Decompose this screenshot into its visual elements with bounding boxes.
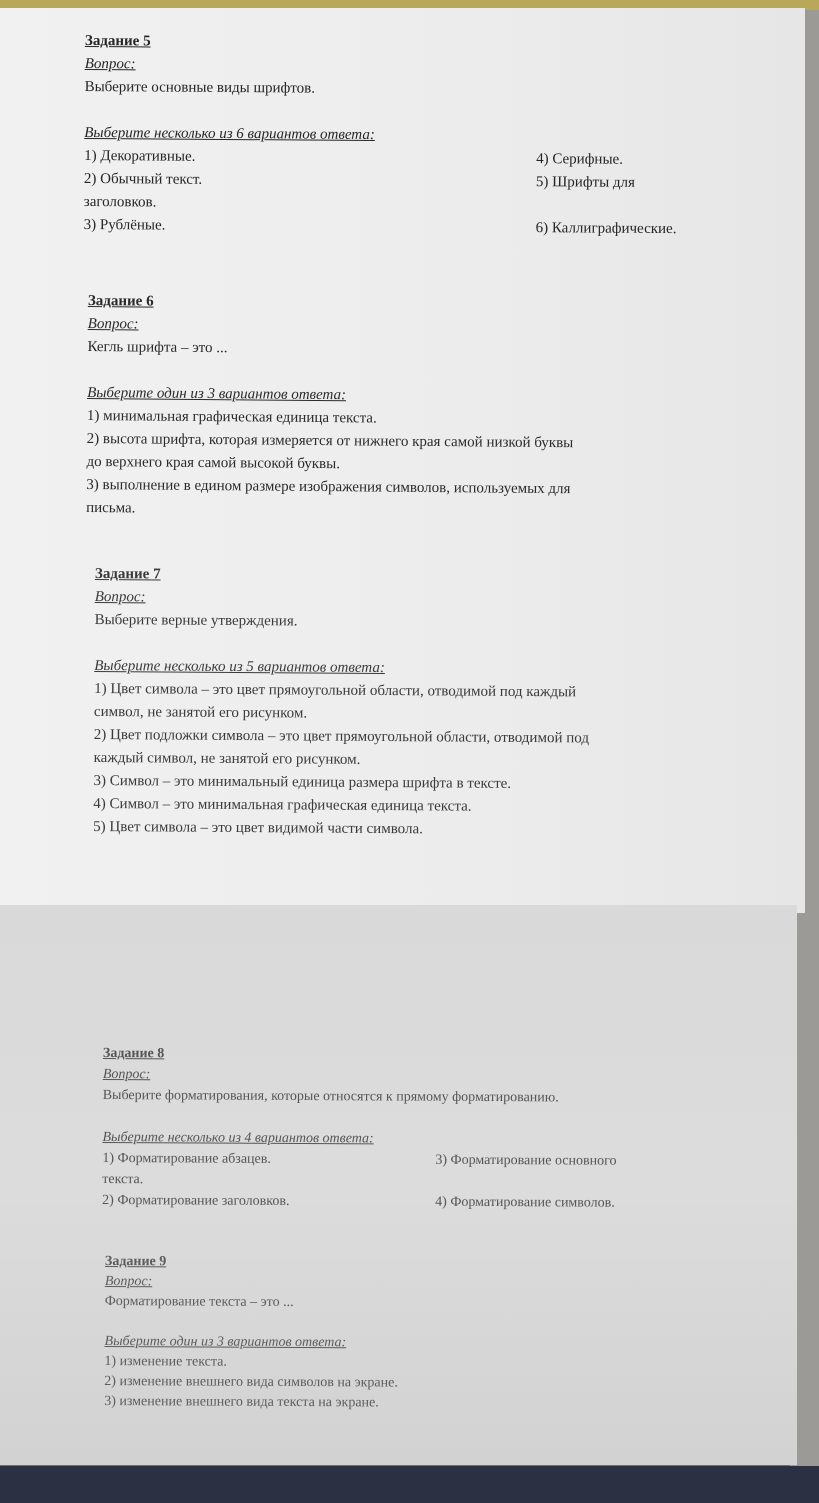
question-text: Выберите верные утверждения. [94, 611, 298, 630]
option[interactable]: 4) Форматирование символов. [435, 1194, 615, 1211]
option[interactable]: 1) Цвет символа – это цвет прямоугольной области, отводимой под каждый [94, 680, 577, 701]
question-text: Выберите форматирования, которые относятся к прямому форматированию. [102, 1087, 559, 1106]
task-title: Задание 5 [84, 32, 151, 50]
option-continuation: письма. [86, 499, 136, 517]
answer-instruction: Выберите один из 3 вариантов ответа: [104, 1333, 347, 1351]
question-text: Кегль шрифта – это ... [87, 338, 228, 357]
option[interactable]: 2) высота шрифта, которая измеряется от нижнего края самой низкой буквы [86, 430, 574, 452]
task-title: Задание 6 [87, 292, 154, 310]
option[interactable]: 6) Каллиграфические. [535, 220, 677, 238]
answer-instruction: Выберите один из 3 вариантов ответа: [87, 384, 347, 404]
question-label: Вопрос: [102, 1066, 151, 1083]
task-6 [86, 290, 575, 524]
task-8 [102, 1043, 743, 1214]
option[interactable]: 5) Цвет символа – это цвет видимой части символа. [93, 818, 423, 838]
option[interactable]: 1) минимальная графическая единица текста. [86, 407, 377, 427]
option-continuation: заголовков. [83, 193, 157, 211]
option-continuation: до верхнего края самой высокой буквы. [86, 453, 341, 473]
option[interactable]: 4) Серифные. [536, 151, 624, 168]
answer-instruction: Выберите несколько из 6 вариантов ответа: [84, 124, 375, 144]
option[interactable]: 4) Символ – это минимальная графическая единица текста. [93, 795, 472, 815]
question-label: Вопрос: [84, 55, 136, 73]
option[interactable]: 1) изменение текста. [104, 1353, 227, 1370]
option-continuation: символ, не занятой его рисунком. [93, 703, 308, 722]
task-title: Задание 8 [102, 1046, 165, 1062]
question-text: Выберите основные виды шрифтов. [84, 78, 316, 97]
task-title: Задание 9 [104, 1254, 167, 1270]
option[interactable]: 2) изменение внешнего вида символов на экране. [104, 1373, 398, 1391]
option-continuation: каждый символ, не занятой его рисунком. [93, 749, 361, 768]
option[interactable]: 1) Форматирование абзацев. [102, 1150, 271, 1167]
question-label: Вопрос: [104, 1273, 153, 1290]
option[interactable]: 3) Символ – это минимальный единица размера шрифта в тексте. [93, 772, 512, 792]
screen-bezel-bottom [0, 1466, 819, 1503]
option[interactable]: 3) изменение внешнего вида текста на экране. [104, 1393, 379, 1411]
answer-instruction: Выберите несколько из 4 вариантов ответа: [102, 1129, 374, 1147]
task-5 [84, 30, 745, 242]
question-label: Вопрос: [94, 588, 146, 606]
task-title: Задание 7 [94, 565, 161, 583]
answer-instruction: Выберите несколько из 5 вариантов ответа: [94, 657, 385, 677]
option[interactable]: 2) Обычный текст. [83, 170, 203, 188]
option-continuation: текста. [102, 1171, 144, 1188]
task-7 [93, 563, 745, 844]
option[interactable]: 3) Форматирование основного [435, 1152, 617, 1169]
option[interactable]: 2) Цвет подложки символа – это цвет прямоугольной области, отводимой под [93, 726, 590, 747]
option[interactable]: 3) выполнение в едином размере изображения символов, используемых для [86, 476, 571, 498]
option[interactable]: 3) Рублёные. [83, 216, 166, 234]
option[interactable]: 1) Декоративные. [84, 147, 196, 165]
task-9 [104, 1252, 398, 1414]
question-label: Вопрос: [87, 315, 139, 333]
question-text: Форматирование текста – это ... [104, 1293, 294, 1310]
option[interactable]: 2) Форматирование заголовков. [102, 1192, 290, 1209]
option[interactable]: 5) Шрифты для [535, 174, 636, 191]
